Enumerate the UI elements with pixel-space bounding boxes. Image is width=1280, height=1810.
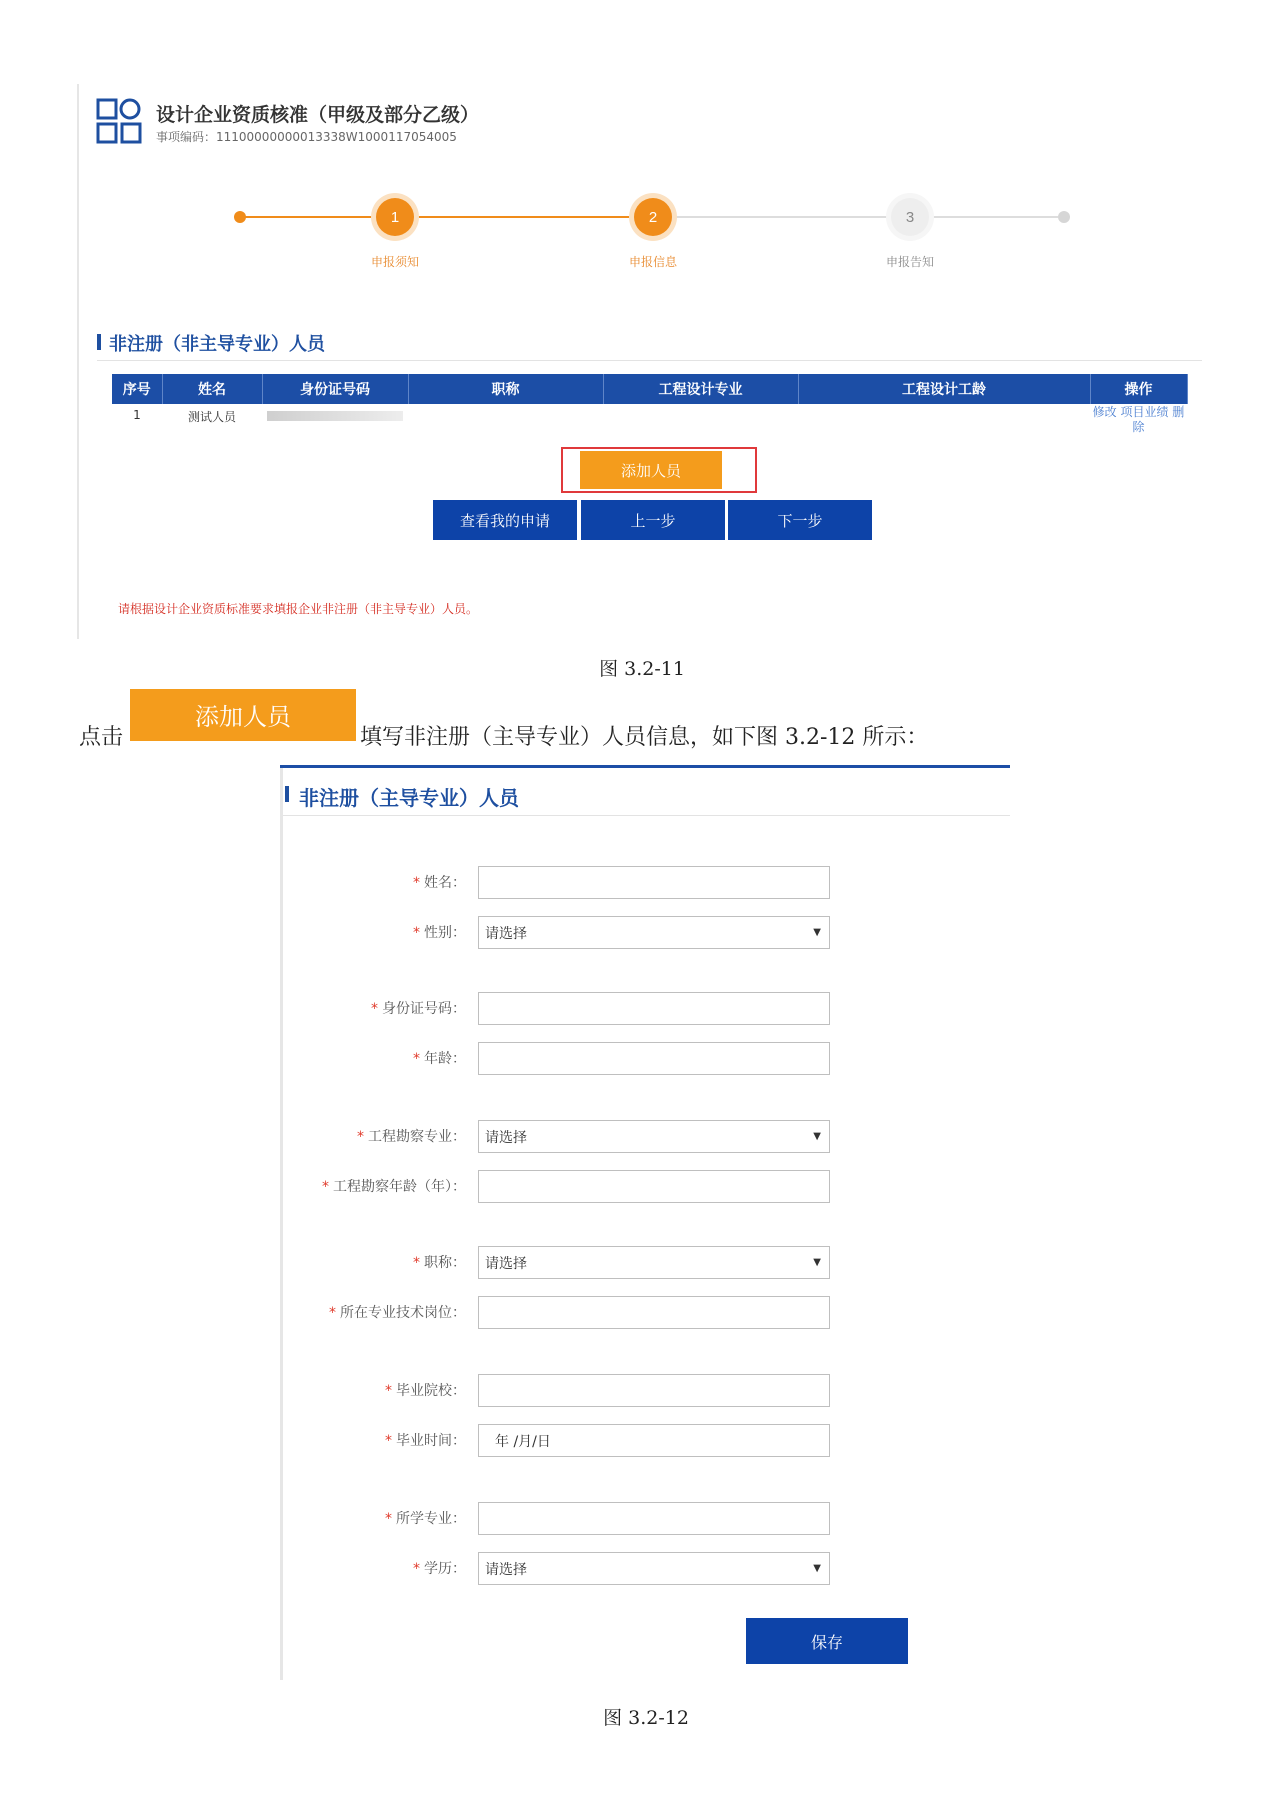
column-header: 身份证号码 bbox=[262, 374, 408, 404]
column-header: 工程设计工龄 bbox=[798, 374, 1090, 404]
survey-major-select[interactable]: 请选择 ▼ bbox=[478, 1120, 830, 1153]
form-section-title: 非注册（主导专业）人员 bbox=[299, 786, 519, 810]
label-study-major: * 所学专业： bbox=[385, 1511, 466, 1527]
education-select[interactable]: 请选择 ▼ bbox=[478, 1552, 830, 1585]
app-title: 设计企业资质核准（甲级及部分乙级） bbox=[156, 104, 480, 126]
cell-major bbox=[603, 404, 798, 436]
column-header: 序号 bbox=[112, 374, 162, 404]
instruction-prefix: 点击 bbox=[79, 725, 124, 750]
label-gender: * 性别： bbox=[413, 925, 466, 941]
study-major-input[interactable] bbox=[478, 1502, 830, 1535]
view-my-application-button[interactable]: 查看我的申请 bbox=[433, 500, 577, 540]
step-2-circle[interactable]: 2 bbox=[634, 198, 672, 236]
figure-caption-1: 图 3.2-11 bbox=[599, 658, 685, 680]
column-header: 职称 bbox=[408, 374, 603, 404]
redacted-id bbox=[267, 411, 403, 421]
age-input[interactable] bbox=[478, 1042, 830, 1075]
instruction-suffix: 填写非注册（主导专业）人员信息，如下图 3.2-12 所示： bbox=[360, 725, 929, 750]
grid-apps-icon bbox=[96, 98, 142, 144]
triangle-down-icon: ▼ bbox=[813, 1131, 821, 1142]
figure2-left-border bbox=[280, 768, 283, 1680]
next-step-button[interactable]: 下一步 bbox=[728, 500, 872, 540]
label-survey-major: * 工程勘察专业： bbox=[357, 1129, 466, 1145]
stepper-progress-line bbox=[244, 216, 644, 218]
prev-step-button[interactable]: 上一步 bbox=[581, 500, 725, 540]
step-3-circle[interactable]: 3 bbox=[891, 198, 929, 236]
label-education: * 学历： bbox=[413, 1561, 466, 1577]
add-person-inline-button: 添加人员 bbox=[130, 689, 356, 741]
cell-years bbox=[798, 404, 1090, 436]
stepper-end-dot bbox=[1058, 211, 1070, 223]
table-header-row bbox=[112, 374, 1187, 404]
add-person-button[interactable]: 添加人员 bbox=[580, 451, 722, 489]
figure1-border bbox=[77, 84, 79, 639]
section-marker bbox=[97, 334, 101, 350]
label-age: * 年龄： bbox=[413, 1051, 466, 1067]
cell-title bbox=[408, 404, 603, 436]
label-school: * 毕业院校： bbox=[385, 1383, 466, 1399]
triangle-down-icon: ▼ bbox=[813, 1257, 821, 1268]
cell-id-number bbox=[262, 404, 408, 436]
name-input[interactable] bbox=[478, 866, 830, 899]
title-select[interactable]: 请选择 ▼ bbox=[478, 1246, 830, 1279]
cell-index: 1 bbox=[133, 408, 141, 422]
label-id-number: * 身份证号码： bbox=[371, 1001, 466, 1017]
step-1-circle[interactable]: 1 bbox=[376, 198, 414, 236]
step-3-label: 申报告知 bbox=[885, 255, 935, 269]
save-button[interactable]: 保存 bbox=[746, 1618, 908, 1664]
stepper-remaining-line bbox=[666, 216, 1058, 218]
label-graduation-date: * 毕业时间： bbox=[385, 1433, 466, 1449]
step-2-label: 申报信息 bbox=[628, 255, 678, 269]
column-header: 操作 bbox=[1090, 374, 1187, 404]
label-title: * 职称： bbox=[413, 1255, 466, 1271]
triangle-down-icon: ▼ bbox=[813, 1563, 821, 1574]
id-number-input[interactable] bbox=[478, 992, 830, 1025]
label-tech-post: * 所在专业技术岗位： bbox=[329, 1305, 466, 1321]
form-section-marker bbox=[285, 786, 289, 802]
survey-years-input[interactable] bbox=[478, 1170, 830, 1203]
item-code: 事项编码：11100000000013338W1000117054005 bbox=[156, 130, 457, 144]
figure-caption-2: 图 3.2-12 bbox=[603, 1707, 689, 1729]
column-header: 姓名 bbox=[162, 374, 262, 404]
school-input[interactable] bbox=[478, 1374, 830, 1407]
row-actions-links[interactable]: 修改 项目业绩 删除 bbox=[1092, 405, 1185, 434]
triangle-down-icon: ▼ bbox=[813, 927, 821, 938]
section-title: 非注册（非主导专业）人员 bbox=[109, 334, 325, 355]
form-section-divider bbox=[283, 815, 1010, 816]
graduation-date-input[interactable]: 年 /月/日 bbox=[478, 1424, 830, 1457]
table-row bbox=[112, 404, 1187, 436]
cell-actions bbox=[1090, 404, 1187, 436]
label-survey-years: * 工程勘察年龄（年）： bbox=[322, 1179, 466, 1195]
personnel-table bbox=[112, 374, 1188, 436]
label-name: * 姓名： bbox=[413, 875, 466, 891]
section-divider bbox=[97, 360, 1202, 361]
tech-post-input[interactable] bbox=[478, 1296, 830, 1329]
hint-text: 请根据设计企业资质标准要求填报企业非注册（非主导专业）人员。 bbox=[118, 602, 479, 616]
cell-name: 测试人员 bbox=[187, 410, 236, 424]
step-1-label: 申报须知 bbox=[370, 255, 420, 269]
figure2-top-border bbox=[280, 765, 1010, 768]
column-header: 工程设计专业 bbox=[603, 374, 798, 404]
gender-select[interactable]: 请选择 ▼ bbox=[478, 916, 830, 949]
